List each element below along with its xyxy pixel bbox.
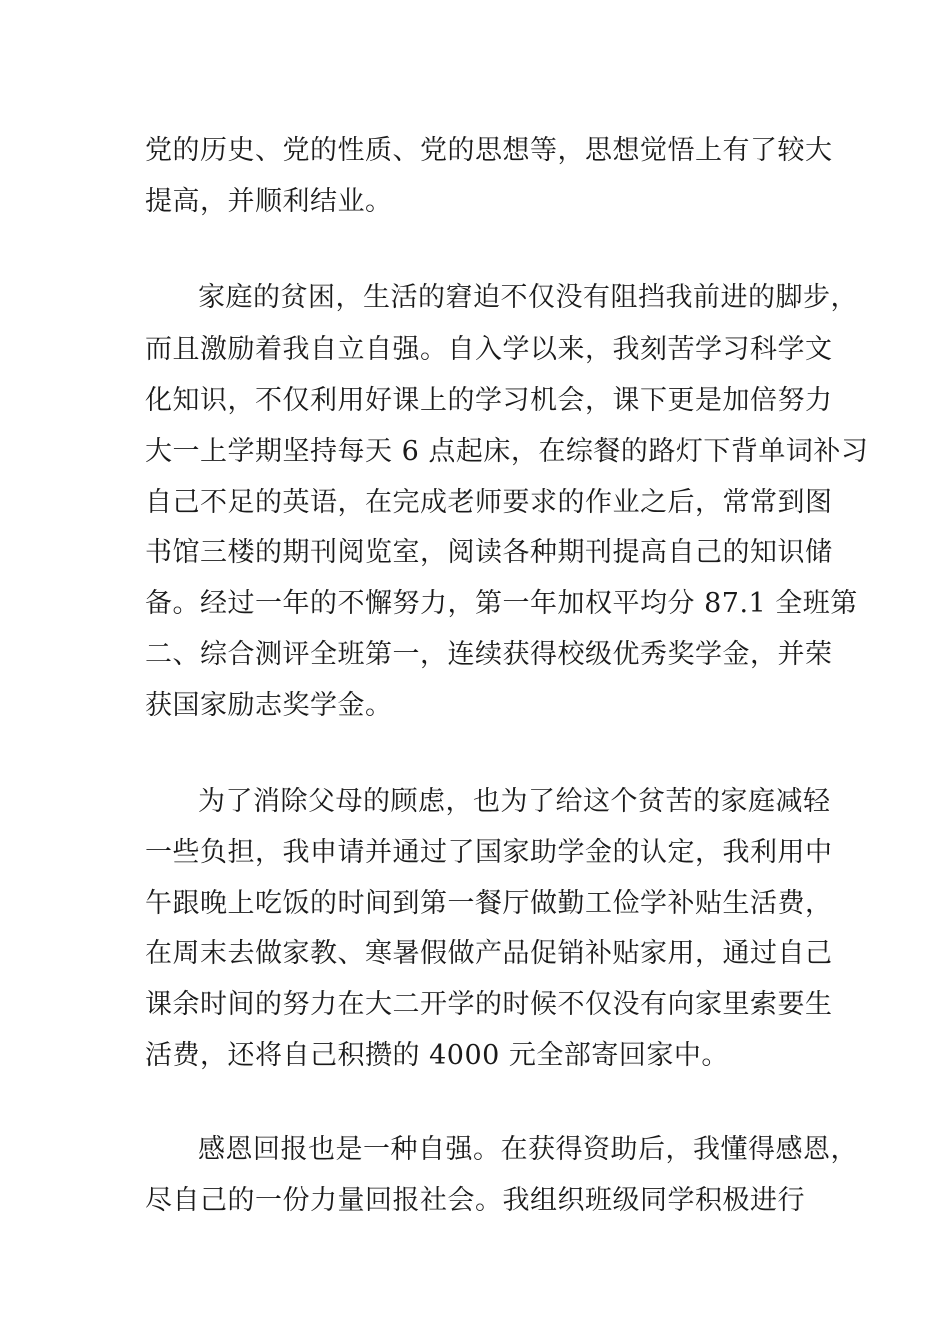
text-line: 午跟晚上吃饭的时间到第一餐厅做勤工俭学补贴生活费， xyxy=(145,888,833,919)
text-line: 感恩回报也是一种自强。在获得资助后，我懂得感恩， xyxy=(198,1134,858,1165)
text-line: 提高，并顺利结业。 xyxy=(145,186,393,217)
text-line: 备。经过一年的不懈努力，第一年加权平均分 87.1 全班第 xyxy=(145,588,858,619)
text-line: 书馆三楼的期刊阅览室，阅读各种期刊提高自己的知识储 xyxy=(145,537,833,568)
text-line: 一些负担，我申请并通过了国家助学金的认定，我利用中 xyxy=(145,837,833,868)
text-line: 党的历史、党的性质、党的思想等，思想觉悟上有了较大 xyxy=(145,135,833,166)
text-line: 而且激励着我自立自强。自入学以来，我刻苦学习科学文 xyxy=(145,334,833,365)
text-line: 自己不足的英语，在完成老师要求的作业之后，常常到图 xyxy=(145,487,833,518)
text-line: 活费，还将自己积攒的 4000 元全部寄回家中。 xyxy=(145,1040,729,1071)
text-line: 大一上学期坚持每天 6 点起床，在综餐的路灯下背单词补习 xyxy=(145,436,869,467)
text-line: 尽自己的一份力量回报社会。我组织班级同学积极进行 xyxy=(145,1185,805,1216)
text-line: 化知识，不仅利用好课上的学习机会，课下更是加倍努力 xyxy=(145,385,833,416)
text-line: 家庭的贫困，生活的窘迫不仅没有阻挡我前进的脚步， xyxy=(198,282,858,313)
text-line: 二、综合测评全班第一，连续获得校级优秀奖学金，并荣 xyxy=(145,639,833,670)
text-line: 为了消除父母的顾虑，也为了给这个贫苦的家庭减轻 xyxy=(198,786,831,817)
text-line: 课余时间的努力在大二开学的时候不仅没有向家里索要生 xyxy=(145,989,833,1020)
text-line: 在周末去做家教、寒暑假做产品促销补贴家用，通过自己 xyxy=(145,938,833,969)
text-line: 获国家励志奖学金。 xyxy=(145,690,393,721)
